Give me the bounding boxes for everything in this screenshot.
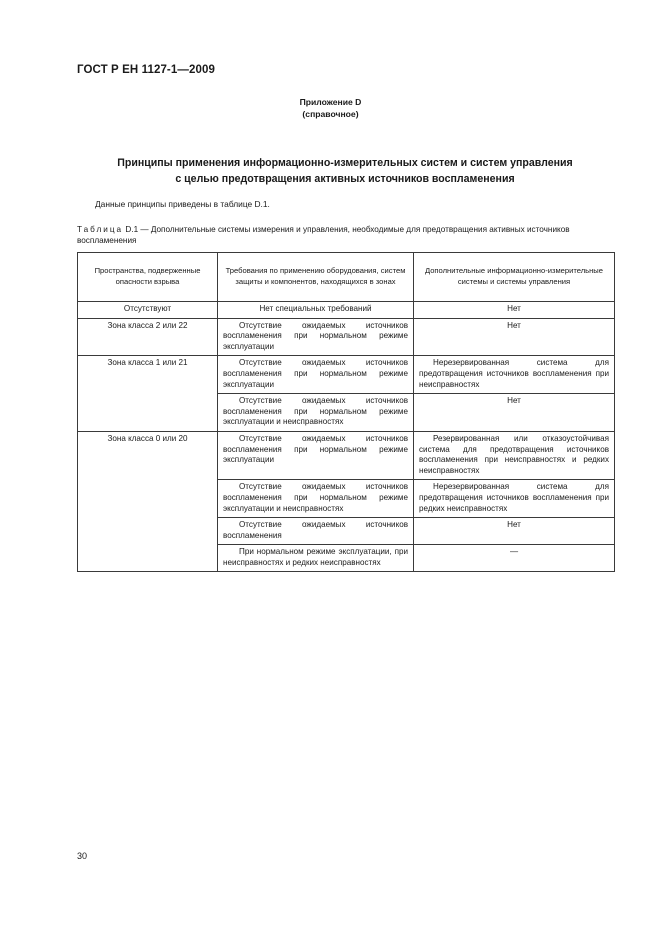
table-header-row	[78, 253, 615, 302]
section-heading	[80, 155, 610, 187]
requirement-cell: Отсутствие ожидаемых источников воспламенения при нормальном режиме эксплуатации и неисправностях	[218, 480, 414, 518]
zone-cell: Зона класса 1 или 21	[78, 356, 218, 432]
requirement-cell: Отсутствие ожидаемых источников воспламенения при нормальном режиме эксплуатации	[218, 431, 414, 479]
table-row	[78, 318, 615, 356]
header-requirements: Требования по применению оборудования, систем защиты и компонентов, находящихся в зонах	[218, 253, 414, 302]
table-caption	[77, 225, 617, 246]
table-row	[78, 356, 615, 394]
standard-header: ГОСТ Р ЕН 1127-1—2009	[77, 64, 215, 76]
system-cell: Нет	[414, 302, 615, 319]
table-row	[78, 431, 615, 479]
header-zones: Пространства, подверженные опасности взрыва	[78, 253, 218, 302]
intro-text: Данные принципы приведены в таблице D.1.	[95, 199, 270, 209]
zone-cell: Зона класса 2 или 22	[78, 318, 218, 356]
requirements-table	[77, 252, 615, 572]
system-cell: Нет	[414, 318, 615, 356]
caption-label: Таблица	[77, 225, 124, 234]
requirement-cell: Отсутствие ожидаемых источников воспламенения при нормальном режиме эксплуатации	[218, 318, 414, 356]
requirement-cell: Отсутствие ожидаемых источников воспламенения при нормальном режиме эксплуатации	[218, 356, 414, 394]
system-cell: Резервированная или отказоустойчивая система для предотвращения источников воспламенения при неисправностях и редких неисправностях	[414, 431, 615, 479]
zone-cell: Зона класса 0 или 20	[78, 431, 218, 572]
requirement-cell: Нет специальных требований	[218, 302, 414, 319]
system-cell: Нет	[414, 394, 615, 432]
header-systems: Дополнительные информационно-измерительные системы и системы управления	[414, 253, 615, 302]
system-cell: Нет	[414, 518, 615, 545]
requirement-cell: Отсутствие ожидаемых источников воспламенения при нормальном режиме эксплуатации и неисправностях	[218, 394, 414, 432]
zone-cell: Отсутствуют	[78, 302, 218, 319]
page-number: 30	[77, 851, 88, 861]
annex-title: Приложение D	[299, 97, 362, 107]
system-cell: Нерезервированная система для предотвращения источников воспламенения при неисправностях	[414, 356, 615, 394]
system-cell: —	[414, 545, 615, 572]
table-row	[78, 302, 615, 319]
caption-text: D.1 — Дополнительные системы измерения и управления, необходимые для предотвращения активных источников воспламенения	[77, 225, 570, 245]
requirement-cell: При нормальном режиме эксплуатации, при неисправностях и редких неисправностях	[218, 545, 414, 572]
heading-line-1: Принципы применения информационно-измерительных систем и систем управления	[117, 157, 573, 169]
annex-subtitle: (справочное)	[302, 109, 359, 119]
heading-line-2: с целью предотвращения активных источников воспламенения	[175, 173, 515, 185]
requirement-cell: Отсутствие ожидаемых источников воспламенения	[218, 518, 414, 545]
system-cell: Нерезервированная система для предотвращения источников воспламенения при редких неисправностях	[414, 480, 615, 518]
